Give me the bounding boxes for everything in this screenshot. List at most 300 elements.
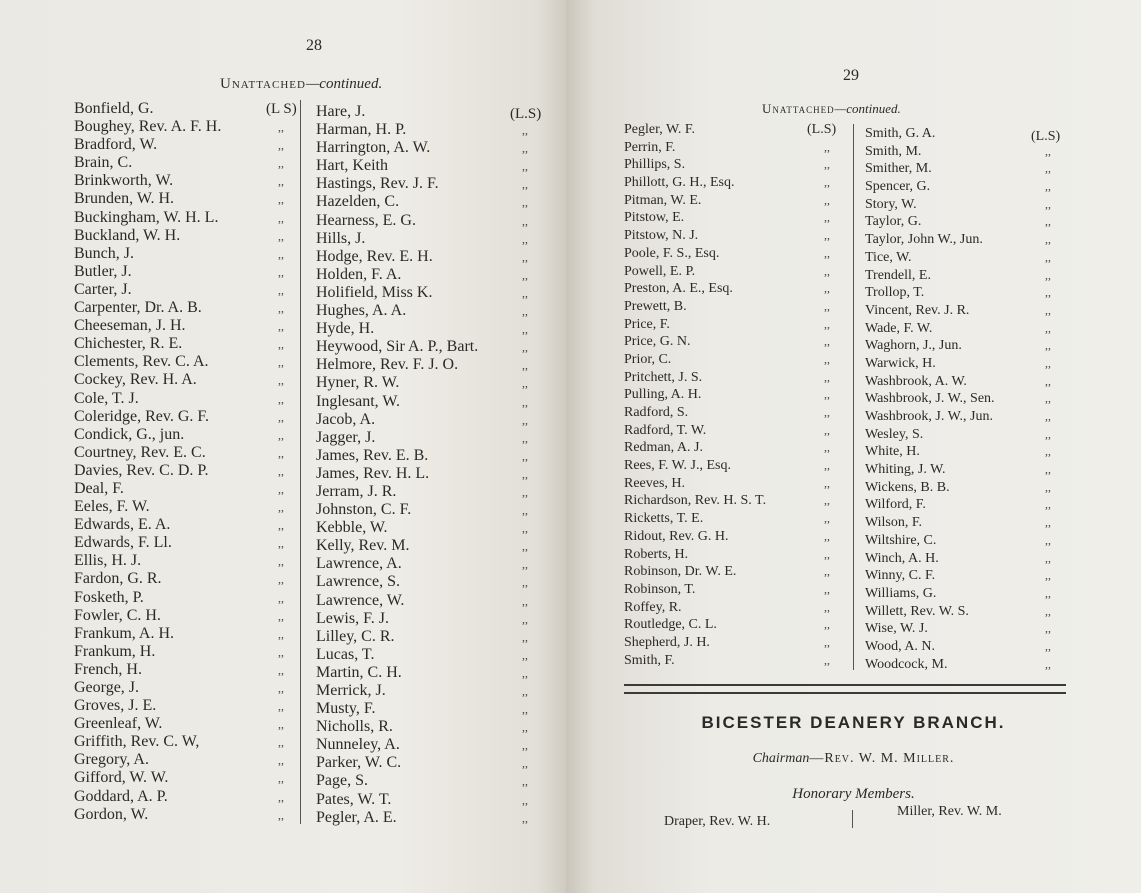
ditto-mark: ,,: [824, 405, 830, 419]
ditto-mark: ,,: [522, 340, 528, 355]
list-item: [316, 519, 528, 537]
ditto-mark: ,,: [1045, 603, 1051, 618]
ditto-mark: ,,: [522, 322, 528, 337]
member-name: Gordon, W.: [74, 805, 149, 823]
list-item: [74, 570, 284, 588]
ditto-mark: ,,: [824, 652, 830, 667]
running-head: [220, 76, 382, 93]
member-name: Brain, C.: [74, 154, 133, 172]
ditto-mark: ,,: [824, 245, 830, 260]
list-item: [316, 247, 528, 266]
member-name: Robinson, T.: [624, 581, 696, 597]
list-item: [624, 369, 830, 387]
member-name: Carter, J.: [74, 280, 132, 298]
ditto-mark: ,,: [824, 228, 830, 243]
list-item: [316, 175, 528, 193]
ditto-mark: ,,: [278, 681, 284, 695]
list-item: [865, 408, 1051, 426]
list-item: [624, 599, 830, 617]
list-item: [74, 118, 284, 136]
list-item: [316, 428, 528, 447]
ditto-mark: ,,: [278, 771, 284, 786]
ditto-mark: ,,: [522, 738, 528, 753]
ditto-mark: ,,: [278, 536, 284, 551]
list-item: [865, 514, 1051, 532]
list-item: [316, 609, 528, 628]
list-item: [74, 317, 284, 335]
member-name: Washbrook, J. W., Jun.: [865, 409, 993, 424]
ditto-mark: ,,: [278, 391, 284, 406]
ditto-mark: ,,: [1045, 179, 1051, 194]
member-name: Price, G. N.: [624, 334, 691, 350]
member-name: Jagger, J.: [316, 428, 376, 446]
member-name: Price, F.: [624, 316, 670, 332]
section-divider: [624, 684, 1066, 694]
list-item: [624, 422, 830, 440]
member-name: Pitstow, E.: [624, 210, 685, 226]
list-item: [316, 338, 528, 356]
list-item: [316, 356, 528, 374]
member-name: Condick, G., jun.: [74, 425, 185, 443]
ditto-mark: ,,: [522, 249, 528, 264]
ditto-mark: ,,: [1045, 196, 1051, 211]
member-name: Holden, F. A.: [316, 265, 402, 283]
ditto-mark: ,,: [824, 440, 830, 455]
ditto-mark: ,,: [1045, 161, 1051, 176]
ditto-mark: ,,: [1045, 409, 1051, 423]
list-item: [865, 603, 1051, 621]
list-item: [624, 581, 830, 599]
list-item: [74, 425, 284, 444]
member-name: Wickens, B. B.: [865, 479, 950, 495]
list-item: [74, 715, 284, 733]
list-item: [624, 174, 830, 192]
member-name: Ellis, H. J.: [74, 552, 142, 570]
member-name: Cole, T. J.: [74, 389, 139, 407]
member-name: Brunden, W. H.: [74, 190, 174, 208]
member-name: Whiting, J. W.: [865, 462, 946, 478]
member-name: Ridout, Rev. G. H.: [624, 528, 729, 544]
ditto-mark: ,,: [824, 511, 830, 526]
member-name: Hughes, A. A.: [316, 302, 407, 320]
list-item: [865, 550, 1051, 568]
ditto-mark: ,,: [1045, 214, 1051, 229]
member-name: Washbrook, A. W.: [865, 373, 967, 389]
ditto-mark: ,,: [278, 246, 284, 261]
ditto-mark: ,,: [278, 319, 284, 334]
list-item: [316, 573, 528, 591]
member-name: Pritchett, J. S.: [624, 369, 703, 385]
member-name: Eeles, F. W.: [74, 498, 150, 516]
member-name: Wilson, F.: [865, 515, 923, 531]
list-item: [624, 475, 830, 493]
list-item: [865, 284, 1051, 302]
member-name: Williams, G.: [865, 585, 937, 601]
list-item: [316, 211, 528, 230]
list-item: [316, 501, 528, 519]
column-header-ls: (L S): [266, 101, 297, 117]
list-item: [624, 156, 830, 174]
ditto-mark: ,,: [824, 493, 830, 508]
ditto-mark: ,,: [1045, 638, 1051, 653]
list-item: [74, 154, 284, 172]
ditto-mark: ,,: [278, 355, 284, 370]
list-item: [865, 355, 1051, 373]
list-item: [74, 642, 284, 661]
list-item: [316, 790, 528, 809]
list-item: [624, 139, 830, 157]
list-item: [316, 627, 528, 646]
member-name: Vincent, Rev. J. R.: [865, 302, 970, 318]
list-item: [624, 263, 830, 281]
list-item: [316, 392, 528, 411]
member-name: Robinson, Dr. W. E.: [624, 564, 737, 580]
member-name: Frankum, H.: [74, 642, 156, 660]
ditto-mark: ,,: [522, 593, 528, 608]
member-name: Poole, F. S., Esq.: [624, 245, 720, 261]
ditto-mark: ,,: [522, 466, 528, 481]
member-name: Pates, W. T.: [316, 790, 392, 808]
ditto-mark: ,,: [1045, 267, 1051, 282]
ditto-mark: ,,: [278, 445, 284, 460]
member-name: Prior, C.: [624, 351, 672, 367]
member-name: Winch, A. H.: [865, 550, 939, 566]
member-name: Hearness, E. G.: [316, 211, 416, 229]
list-item: [624, 192, 830, 210]
member-name: Cockey, Rev. H. A.: [74, 371, 197, 389]
member-name: Waghorn, J., Jun.: [865, 338, 962, 354]
ditto-mark: ,,: [1045, 585, 1051, 600]
member-name: Smith, F.: [624, 652, 675, 668]
list-item: [74, 769, 284, 787]
running-head-continued: —continued.: [305, 76, 383, 92]
list-item: [316, 374, 528, 392]
ditto-mark: ,,: [1045, 143, 1051, 158]
member-name: Lawrence, W.: [316, 591, 405, 609]
member-name: Wiltshire, C.: [865, 532, 937, 548]
member-name: Powell, E. P.: [624, 263, 696, 279]
member-name: Pitman, W. E.: [624, 192, 702, 208]
list-item: [74, 407, 284, 426]
ditto-mark: ,,: [824, 263, 830, 278]
ditto-mark: ,,: [824, 334, 830, 349]
member-name: Gregory, A.: [74, 751, 149, 769]
member-name: Phillips, S.: [624, 157, 686, 173]
list-item: [624, 351, 830, 369]
member-name: Hare, J.: [316, 103, 366, 120]
member-name: Jerram, J. R.: [316, 482, 397, 500]
list-item: [316, 591, 528, 610]
member-name: Roffey, R.: [624, 599, 682, 615]
member-name: Wise, W. J.: [865, 621, 928, 637]
list-item: [316, 555, 528, 573]
list-item: [624, 245, 830, 263]
list-item: [316, 265, 528, 284]
column-divider: [300, 100, 301, 824]
ditto-mark: ,,: [278, 717, 284, 732]
list-item: [624, 316, 830, 334]
list-item: [74, 299, 284, 317]
ditto-mark: ,,: [1045, 656, 1051, 671]
member-name: Brinkworth, W.: [74, 172, 174, 190]
member-name: Smither, M.: [865, 161, 932, 177]
member-name: Radford, S.: [624, 405, 689, 420]
chairman-name: —Rev. W. M. Miller.: [809, 751, 955, 766]
ditto-mark: ,,: [278, 662, 284, 677]
left-page: [0, 0, 566, 893]
ditto-mark: ,,: [278, 264, 284, 279]
ditto-mark: ,,: [522, 503, 528, 518]
list-item: [865, 461, 1051, 479]
list-item: [74, 136, 284, 154]
list-item: [74, 534, 284, 552]
member-name: Willett, Rev. W. S.: [865, 603, 969, 619]
ditto-mark: ,,: [824, 157, 830, 172]
ditto-mark: ,,: [522, 195, 528, 210]
member-name: Davies, Rev. C. D. P.: [74, 461, 209, 479]
right-page: [566, 0, 1141, 893]
ditto-mark: ,,: [522, 720, 528, 735]
member-name: Story, W.: [865, 196, 917, 212]
honorary-member: Draper, Rev. W. H.: [664, 814, 771, 829]
member-name: Page, S.: [316, 772, 368, 790]
ditto-mark: ,,: [522, 702, 528, 717]
ditto-mark: ,,: [522, 376, 528, 391]
list-item: [74, 516, 284, 534]
member-name: Wilford, F.: [865, 497, 926, 513]
member-name: Holifield, Miss K.: [316, 283, 433, 301]
member-name: Nicholls, R.: [316, 718, 393, 736]
list-item: [74, 353, 284, 371]
list-item: [624, 333, 830, 351]
ditto-mark: ,,: [824, 422, 830, 437]
ditto-mark: ,,: [1045, 444, 1051, 459]
list-item: [316, 754, 528, 772]
list-item: [74, 190, 284, 208]
list-item: [865, 125, 995, 143]
member-name: Fardon, G. R.: [74, 570, 162, 588]
member-name: Nunneley, A.: [316, 736, 400, 754]
list-item: [316, 193, 528, 211]
ditto-mark: ,,: [824, 528, 830, 543]
member-name: Bunch, J.: [74, 244, 134, 262]
ditto-mark: ,,: [278, 463, 284, 478]
list-item: [624, 546, 830, 564]
ditto-mark: ,,: [278, 807, 284, 822]
list-item: [865, 620, 1051, 638]
member-name: Radford, T. W.: [624, 422, 707, 438]
column-divider: [852, 810, 853, 828]
ditto-mark: ,,: [522, 304, 528, 319]
list-item: [74, 172, 284, 190]
member-name: Taylor, G.: [865, 214, 922, 230]
list-item: [74, 389, 284, 408]
member-list: [316, 103, 528, 827]
member-list: [624, 121, 830, 669]
list-item: [624, 404, 830, 422]
ditto-mark: ,,: [824, 369, 830, 384]
member-name: Washbrook, J. W., Sen.: [865, 391, 995, 407]
ditto-mark: ,,: [824, 316, 830, 331]
running-head: [762, 101, 901, 117]
list-item: [316, 229, 528, 248]
ditto-mark: ,,: [278, 753, 284, 768]
list-item: [74, 697, 284, 715]
ditto-mark: ,,: [522, 539, 528, 554]
ditto-mark: ,,: [522, 611, 528, 626]
ditto-mark: ,,: [522, 810, 528, 825]
ditto-mark: ,,: [1045, 373, 1051, 388]
list-item: [624, 227, 830, 245]
list-item: [624, 386, 830, 404]
list-item: [316, 718, 528, 736]
list-item: [316, 121, 528, 139]
honorary-member: Miller, Rev. W. M.: [897, 804, 1002, 819]
page-number: 28: [306, 37, 322, 54]
ditto-mark: ,,: [1045, 479, 1051, 494]
list-item: [865, 143, 1051, 161]
list-item: [865, 443, 1051, 461]
ditto-mark: ,,: [522, 412, 528, 427]
list-item: [865, 249, 1051, 267]
member-name: Buckingham, W. H. L.: [74, 208, 219, 226]
member-name: Lilley, C. R.: [316, 627, 395, 645]
list-item: [74, 660, 284, 679]
list-item: [624, 209, 830, 227]
member-name: Boughey, Rev. A. F. H.: [74, 118, 222, 136]
ditto-mark: ,,: [522, 448, 528, 463]
list-item: [74, 479, 284, 498]
ditto-mark: ,,: [1045, 232, 1051, 247]
ditto-mark: ,,: [824, 564, 830, 579]
list-item: [316, 808, 528, 827]
ditto-mark: ,,: [278, 518, 284, 533]
member-name: Woodcock, M.: [865, 656, 948, 672]
ditto-mark: ,,: [522, 231, 528, 246]
member-name: Jacob, A.: [316, 410, 376, 428]
list-item: [865, 196, 1051, 214]
member-name: Wade, F. W.: [865, 320, 933, 336]
ditto-mark: ,,: [522, 647, 528, 662]
member-name: Tice, W.: [865, 249, 912, 265]
member-name: Courtney, Rev. E. C.: [74, 443, 206, 461]
column-divider: [853, 124, 854, 670]
ditto-mark: ,,: [1045, 320, 1051, 335]
list-item: [316, 283, 528, 302]
ditto-mark: ,,: [278, 156, 284, 171]
list-item: [316, 446, 528, 465]
ditto-mark: ,,: [278, 608, 284, 623]
list-item: [74, 588, 284, 607]
column-header-ls: (L.S): [510, 106, 542, 122]
list-item: [74, 787, 284, 806]
member-name: Butler, J.: [74, 262, 132, 280]
list-item: [865, 178, 1051, 196]
ditto-mark: ,,: [278, 572, 284, 587]
ditto-mark: ,,: [278, 554, 284, 569]
ditto-mark: ,,: [522, 394, 528, 409]
member-name: Kelly, Rev. M.: [316, 537, 410, 555]
page-number: 29: [843, 67, 859, 84]
ditto-mark: ,,: [522, 792, 528, 807]
list-item: [316, 682, 528, 700]
running-head-continued: —continued.: [834, 101, 901, 116]
list-item: [865, 213, 1051, 231]
list-item: [624, 298, 830, 316]
member-name: Frankum, A. H.: [74, 624, 174, 642]
member-name: Routledge, C. L.: [624, 617, 717, 633]
list-item: [316, 736, 528, 754]
member-name: Lawrence, S.: [316, 573, 400, 591]
member-name: Martin, C. H.: [316, 663, 402, 681]
ditto-mark: ,,: [278, 210, 284, 225]
member-name: Spencer, G.: [865, 179, 931, 195]
member-name: Goddard, A. P.: [74, 787, 168, 805]
member-name: Helmore, Rev. F. J. O.: [316, 356, 459, 374]
member-name: Lucas, T.: [316, 645, 375, 663]
list-item: [624, 439, 830, 457]
list-item: [74, 552, 284, 570]
ditto-mark: ,,: [1045, 497, 1051, 512]
ditto-mark: ,,: [522, 557, 528, 572]
ditto-mark: ,,: [278, 590, 284, 605]
list-item: [74, 461, 284, 480]
member-name: Chichester, R. E.: [74, 335, 183, 353]
member-name: Fowler, C. H.: [74, 606, 161, 624]
ditto-mark: ,,: [522, 285, 528, 300]
ditto-mark: ,,: [522, 123, 528, 138]
list-item: [74, 606, 284, 625]
member-name: Redman, A. J.: [624, 440, 703, 456]
ditto-mark: ,,: [824, 599, 830, 614]
member-name: Prewett, B.: [624, 298, 687, 314]
member-name: Shepherd, J. H.: [624, 634, 710, 650]
list-item: [624, 121, 766, 139]
list-item: [865, 479, 1051, 497]
chairman-line: [566, 751, 1141, 767]
member-name: Reeves, H.: [624, 475, 686, 491]
ditto-mark: ,,: [522, 774, 528, 789]
list-item: [74, 371, 284, 389]
member-name: Pulling, A. H.: [624, 387, 702, 403]
member-name: James, Rev. H. L.: [316, 464, 430, 482]
list-item: [865, 390, 1051, 408]
ditto-mark: ,,: [824, 298, 830, 313]
honorary-heading: Honorary Members.: [792, 786, 915, 802]
ditto-mark: ,,: [824, 617, 830, 632]
ditto-mark: ,,: [522, 267, 528, 282]
running-head-title: Unattached: [762, 101, 835, 116]
member-name: Groves, J. E.: [74, 697, 157, 715]
list-item: [316, 302, 528, 320]
member-name: Hazelden, C.: [316, 193, 400, 211]
list-item: [865, 532, 1051, 550]
list-item: [74, 498, 284, 516]
list-item: [865, 373, 1051, 391]
section-title: BICESTER DEANERY BRANCH.: [701, 713, 1006, 732]
ditto-mark: ,,: [278, 644, 284, 659]
ditto-mark: ,,: [522, 177, 528, 192]
list-item: [865, 638, 1051, 656]
ditto-mark: ,,: [824, 475, 830, 490]
member-name: Pegler, W. F.: [624, 122, 696, 137]
member-name: Taylor, John W., Jun.: [865, 232, 983, 248]
list-item: [624, 652, 830, 670]
ditto-mark: ,,: [278, 409, 284, 424]
list-item: [316, 320, 528, 338]
list-item: [316, 645, 528, 664]
ditto-mark: ,,: [1045, 249, 1051, 264]
